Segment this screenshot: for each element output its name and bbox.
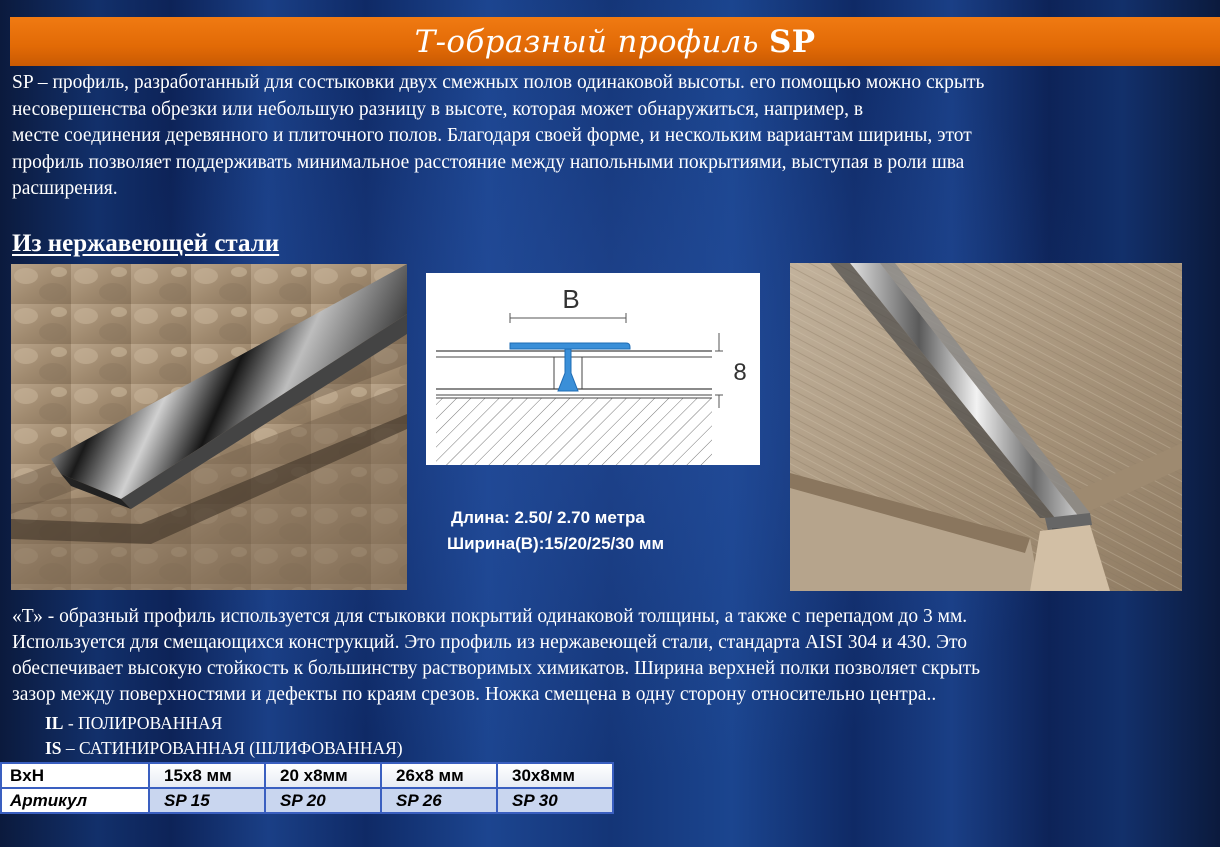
- finish-label: - ПОЛИРОВАННАЯ: [63, 713, 223, 733]
- spec-width: Ширина(B):15/20/25/30 мм: [447, 534, 665, 553]
- profile-diagram-drawing: [426, 273, 760, 465]
- table-cell-size: 15x8 мм: [149, 763, 265, 788]
- intro-line: профиль позволяет поддерживать минимальное расстояние между напольными покрытиями, выступая в роли шва: [12, 151, 965, 173]
- photo-profile-on-tile-image: [11, 264, 407, 590]
- width-label: B: [562, 284, 580, 314]
- profile-leg: [558, 349, 578, 391]
- intro-line: расширения.: [12, 178, 118, 199]
- photo-profile-on-tile: [11, 264, 407, 590]
- description-line: зазор между поверхностями и дефекты по краям срезов. Ножка смещена в одну сторону относительно центра..: [12, 684, 937, 705]
- table-cell-article: SP 26: [381, 788, 497, 813]
- table-row-sizes: [1, 763, 613, 788]
- finish-polished: [45, 712, 222, 734]
- photo-profile-on-wood: [790, 263, 1182, 591]
- height-label: 8: [733, 359, 747, 386]
- intro-line: несовершенства обрезки или небольшую разницу в высоте, которая может обнаружиться, например, в: [12, 98, 864, 120]
- spec-length: Длина: 2.50/ 2.70 метра: [451, 508, 645, 527]
- table-row-articles: [1, 788, 613, 813]
- table-header-size: BxH: [1, 763, 149, 788]
- table-header-article: Артикул: [1, 788, 149, 813]
- table-cell-article: SP 30: [497, 788, 613, 813]
- page-title: [415, 24, 816, 60]
- photo-profile-on-wood-image: [790, 263, 1182, 591]
- specs-block: [440, 505, 664, 557]
- title-code: SP: [769, 23, 816, 60]
- table-cell-article: SP 20: [265, 788, 381, 813]
- profile-diagram: [426, 273, 760, 465]
- title-text: Т-образный профиль: [414, 23, 770, 60]
- section-heading: Из нержавеющей стали: [12, 230, 280, 257]
- table-cell-size: 26x8 мм: [381, 763, 497, 788]
- profile-top-flange: [510, 343, 630, 349]
- intro-line: месте соединения деревянного и плиточного полов. Благодаря своей форме, и нескольким вариантам ширины, этот: [12, 125, 972, 146]
- finish-satin: [45, 737, 403, 759]
- description-paragraph: [12, 604, 1212, 708]
- table-cell-article: SP 15: [149, 788, 265, 813]
- description-line: обеспечивает высокую стойкость к большинству растворимых химикатов. Ширина верхней полки позволяет скрыть: [12, 658, 981, 679]
- intro-paragraph: [12, 70, 1212, 203]
- finish-code: IL: [45, 713, 64, 733]
- table-cell-size: 20 x8мм: [265, 763, 381, 788]
- title-bar: [10, 17, 1220, 66]
- table-cell-size: 30x8мм: [497, 763, 613, 788]
- intro-line: SP – профиль, разработанный для состыковки двух смежных полов одинаковой высоты. его помощью можно скрыть: [12, 72, 985, 93]
- description-line: «Т» - образный профиль используется для стыковки покрытий одинаковой толщины, а также с перепадом до 3 мм.: [12, 606, 968, 627]
- finish-code: IS: [45, 738, 62, 758]
- description-line: Используется для смещающихся конструкций. Это профиль из нержавеющей стали, стандарта AISI 304 и 430. Это: [12, 632, 968, 653]
- size-article-table: [0, 762, 614, 814]
- finish-label: – САТИНИРОВАННАЯ (ШЛИФОВАННАЯ): [61, 738, 403, 758]
